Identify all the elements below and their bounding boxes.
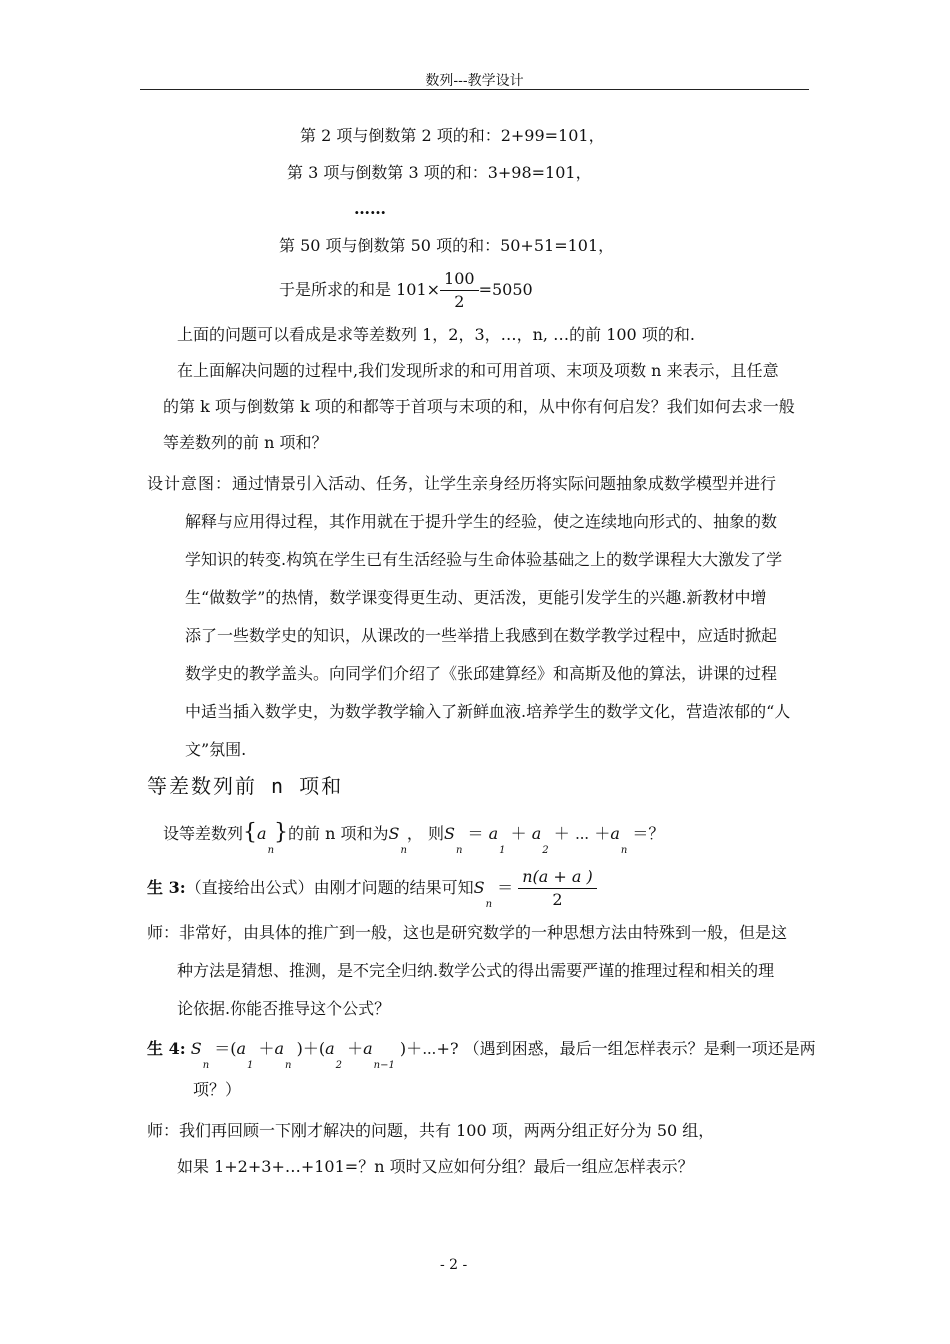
ellipsis: …… <box>354 199 386 218</box>
sum-formula <box>279 268 533 313</box>
fraction <box>440 268 479 313</box>
paragraph-line: 等差数列的前 n 项和？ <box>163 433 328 452</box>
student-4-line: 生 4: $S_n =(a_1 +a_n$ )$+(a_2 +a_{n-1}$ )＋⋯+? （遇到困惑，最后一组怎样表示？是剩一项还是两 <box>147 1039 816 1071</box>
teacher-line: 如果 1+2+3+…+101=？n 项时又应如何分组？最后一组应怎样表示？ <box>177 1157 694 1176</box>
formula-text: ， 则 <box>406 824 445 843</box>
paragraph-line: 的第 k 项与倒数第 k 项的和都等于首项与末项的和，从中你有何启发？我们如何去求一般 <box>163 397 795 416</box>
speaker-label: 师： <box>147 1121 180 1140</box>
sum-definition: 设等差数列$\{a_n\}$的前 n 项和为$S_n$， 则$S_n = a_1 + a_2$ ＋ ⋯ $+a_n$ ＝？ <box>163 820 665 856</box>
design-line: 文”氛围. <box>185 740 247 759</box>
teacher-text: 非常好，由具体的推广到一般，这也是研究数学的一种思想方法由特殊到一般，但是这 <box>179 923 788 942</box>
fraction-denominator: 2 <box>454 292 465 311</box>
teacher-line <box>147 1121 714 1141</box>
text-line: 第 3 项与倒数第 3 项的和：3+98=101， <box>287 163 592 182</box>
teacher-line: 论依据.你能否推导这个公式？ <box>177 999 391 1018</box>
paragraph-line: 上面的问题可以看成是求等差数列 1，2，3，…，n, …的前 100 项的和. <box>177 325 695 344</box>
design-line: 添了一些数学史的知识，从课改的一些举措上我感到在数学教学过程中，应适时掀起 <box>185 626 778 645</box>
design-text: 通过情景引入活动、任务，让学生亲身经历将实际问题抽象成数学模型并进行 <box>232 474 777 493</box>
design-intent-label: 设计意图： <box>147 474 233 493</box>
fraction-denominator: 2 <box>552 890 563 909</box>
design-line: 生“做数学”的热情，数学课变得更生动、更活泼，更能引发学生的兴趣.新教材中增 <box>185 588 767 607</box>
formula-text: ＝？ <box>632 824 665 843</box>
fraction-numerator: 100 <box>440 268 479 291</box>
student-line: 项？） <box>193 1080 242 1099</box>
design-line: 数学史的教学盖头。向同学们介绍了《张邱建算经》和高斯及他的算法，讲课的过程 <box>185 664 778 683</box>
formula-text: 设等差数列 <box>163 824 244 843</box>
student-text: （遇到困惑，最后一组怎样表示？是剩一项还是两 <box>463 1039 816 1058</box>
page-header: 数列---教学设计 <box>425 73 524 89</box>
formula-prefix: 于是所求的和是 101× <box>279 280 441 299</box>
teacher-line: 种方法是猜想、推测，是不完全归纳.数学公式的得出需要严谨的推理过程和相关的理 <box>177 961 775 980</box>
paragraph-line: 在上面解决问题的过程中,我们发现所求的和可用首项、末项及项数 n 来表示，且任意 <box>177 361 779 380</box>
formula-text: 的前 n 项和为 <box>288 824 389 843</box>
design-line: 学知识的转变.构筑在学生已有生活经验与生命体验基础之上的数学课程大大激发了学 <box>185 550 783 569</box>
teacher-text: 我们再回顾一下刚才解决的问题，共有 100 项，两两分组正好分为 50 组， <box>179 1121 715 1140</box>
teacher-line <box>147 923 787 943</box>
speaker-label: 生 4: <box>147 1039 186 1058</box>
student-text: （直接给出公式）由刚才问题的结果可知 <box>185 878 474 897</box>
text-line: 第 2 项与倒数第 2 项的和：2+99=101， <box>300 126 605 145</box>
design-line: 中适当插入数学史，为数学教学输入了新鲜血液.培养学生的数学文化，营造浓郁的“人 <box>185 702 791 721</box>
speaker-label: 生 3: <box>147 878 186 897</box>
design-intent-line <box>147 474 776 494</box>
page-number: - 2 - <box>440 1257 468 1273</box>
section-title: 等差数列前 n 项和 <box>147 774 344 798</box>
student-3-line: 生 3:（直接给出公式）由刚才问题的结果可知$S_n$ ＝ $\frac{n(a + a )}{2}$ <box>147 866 597 912</box>
speaker-label: 师： <box>147 923 180 942</box>
text-line: 第 50 项与倒数第 50 项的和：50+51=101， <box>279 236 615 255</box>
formula-result: =5050 <box>478 280 533 299</box>
fraction <box>518 866 597 911</box>
header-rule <box>140 89 809 90</box>
fraction-numerator: n(a + a ) <box>518 866 597 889</box>
design-line: 解释与应用得过程，其作用就在于提升学生的经验，使之连续地向形式的、抽象的数 <box>185 512 778 531</box>
